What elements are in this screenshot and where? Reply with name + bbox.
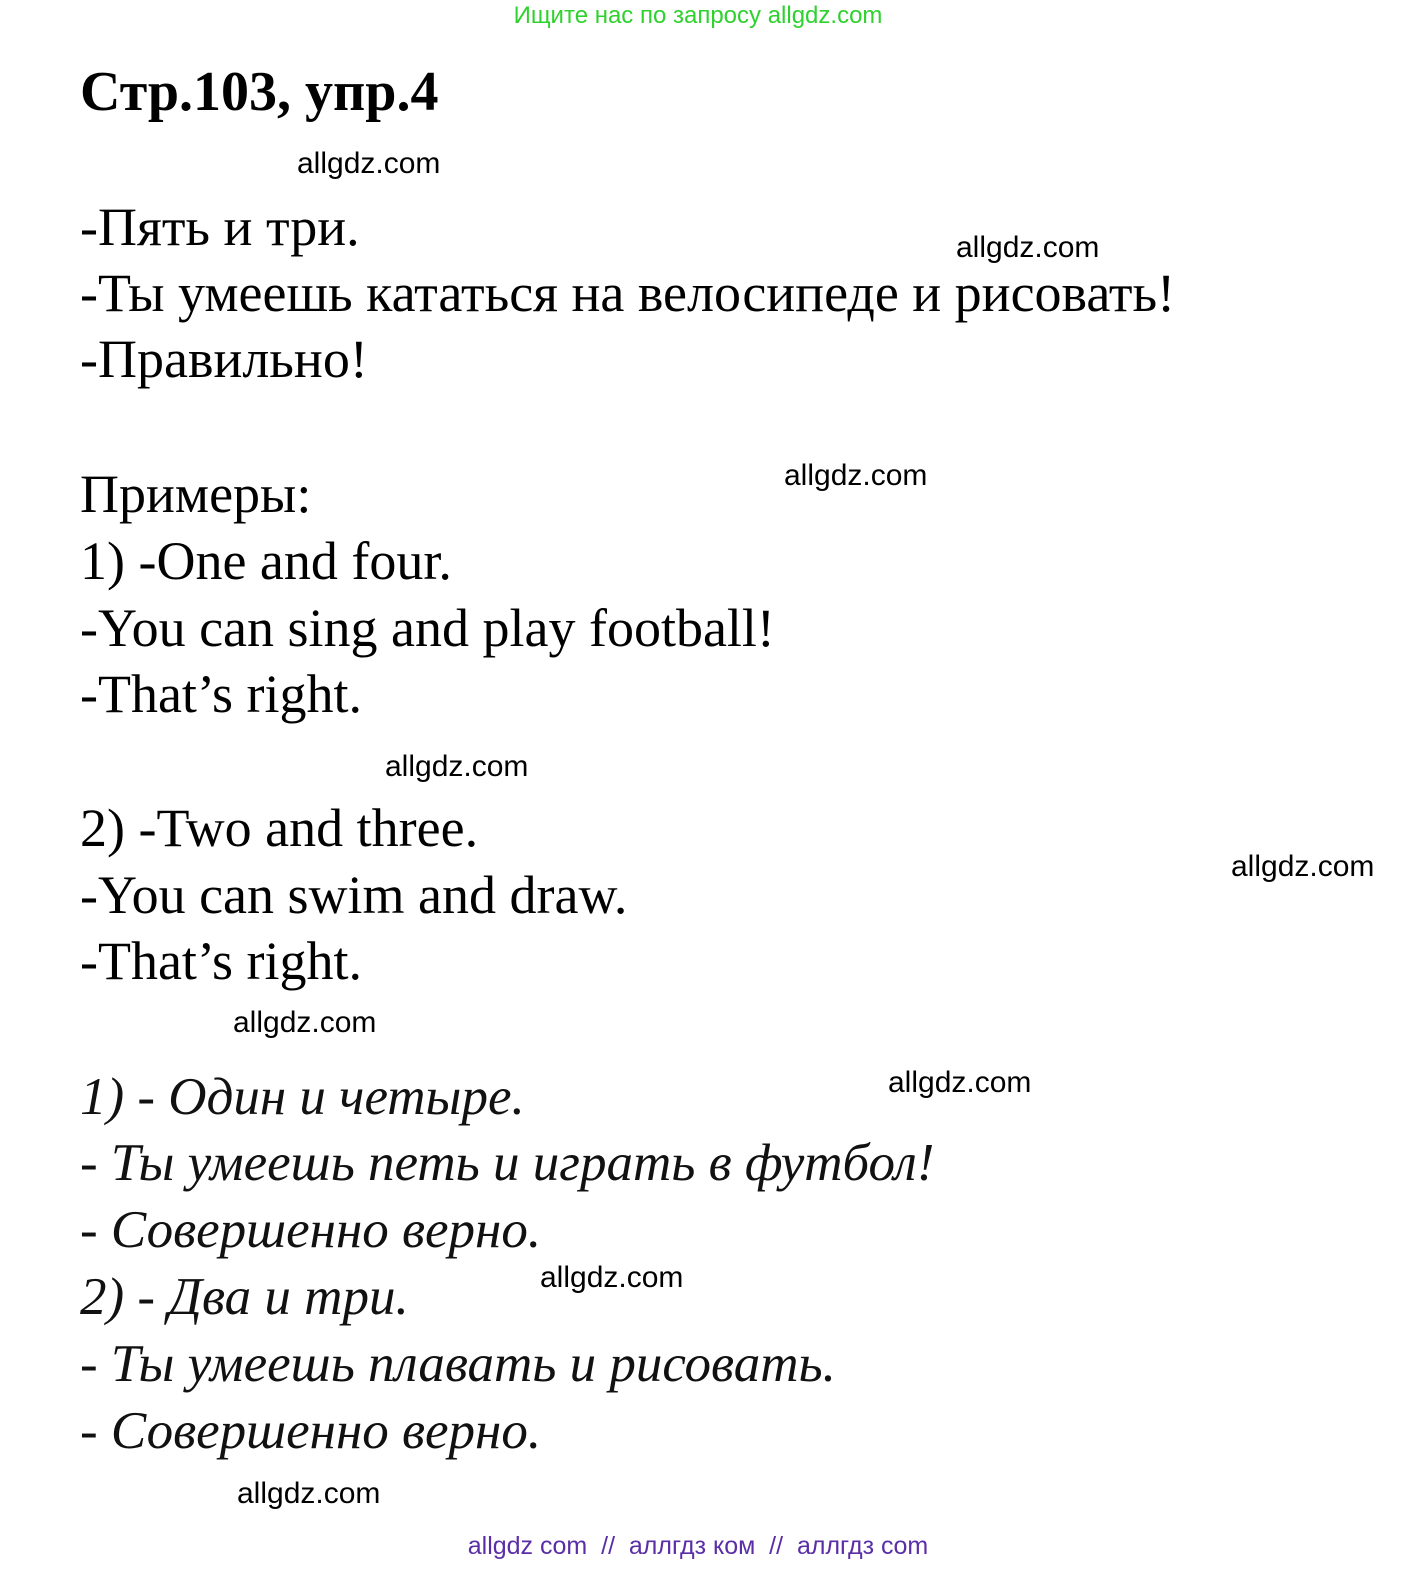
translation-line: - Ты умеешь петь и играть в футбол! bbox=[80, 1134, 935, 1192]
example-line: -You can sing and play football! bbox=[80, 598, 775, 658]
translation-line: 2) - Два и три. bbox=[80, 1268, 409, 1326]
page-title: Стр.103, упр.4 bbox=[80, 61, 439, 123]
watermark: allgdz.com bbox=[888, 1066, 1032, 1099]
translation-line: 1) - Один и четыре. bbox=[80, 1068, 525, 1126]
example-line: 1) -One and four. bbox=[80, 531, 452, 591]
watermark: allgdz.com bbox=[540, 1261, 684, 1294]
example-line: -You can swim and draw. bbox=[80, 865, 628, 925]
translation-line: - Совершенно верно. bbox=[80, 1201, 542, 1259]
example-line: -That’s right. bbox=[80, 664, 362, 724]
watermark: allgdz.com bbox=[233, 1006, 377, 1039]
watermark: allgdz.com bbox=[237, 1477, 381, 1510]
dialogue-line: -Пять и три. bbox=[80, 197, 360, 257]
example-line: -That’s right. bbox=[80, 931, 362, 991]
dialogue-line: -Ты умеешь кататься на велосипеде и рисовать! bbox=[80, 263, 1176, 323]
watermark: allgdz.com bbox=[1231, 850, 1375, 883]
example-line: 2) -Two and three. bbox=[80, 798, 479, 858]
examples-heading: Примеры: bbox=[80, 464, 312, 524]
footer-links: allgdz com // аллгдз ком // аллгдз com bbox=[467, 1532, 929, 1560]
dialogue-line: -Правильно! bbox=[80, 329, 368, 389]
translation-line: - Совершенно верно. bbox=[80, 1402, 542, 1460]
watermark: allgdz.com bbox=[784, 459, 928, 492]
translation-line: - Ты умеешь плавать и рисовать. bbox=[80, 1335, 836, 1393]
watermark: allgdz.com bbox=[297, 147, 441, 180]
watermark: allgdz.com bbox=[956, 231, 1100, 264]
watermark: allgdz.com bbox=[385, 750, 529, 783]
top-banner: Ищите нас по запросу allgdz.com bbox=[513, 2, 883, 29]
